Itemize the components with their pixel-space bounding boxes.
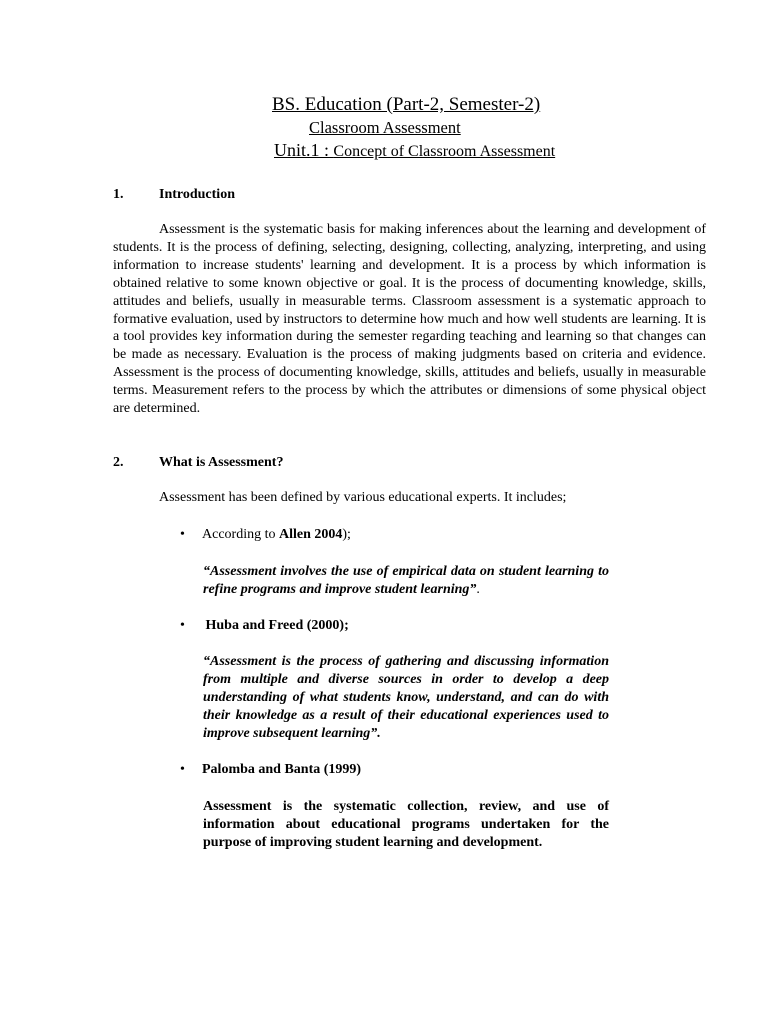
section-intro-text: Assessment has been defined by various educational experts. It includes; xyxy=(159,490,567,505)
introduction-paragraph xyxy=(113,221,706,418)
definition-prefix: According to xyxy=(202,527,279,542)
introduction-text: Assessment is the systematic basis for making inferences about the learning and development of students. It is the process of defining, selecting, designing, collecting, analyzing, interpreting, and using information to increase students' learning and development. It is a process by which information is obtained relative to some known objective or goal. It is the process of documenting knowledge, skills, attitudes and beliefs, usually in measurable terms. Classroom assessment is a systematic approach to formative evaluation, used by instructors to determine how much and how well students are learning. It is a tool provides key information during the semester regarding teaching and learning so that changes can be made as necessary. Evaluation is the process of making judgments based on criteria and evidence. Assessment is the process of documenting knowledge, skills, attitudes and beliefs, usually in measurable terms. Measurement refers to the process by which the attributes or dimensions of some physical object are determined. xyxy=(113,222,706,417)
definition-item-palomba-banta xyxy=(180,762,361,778)
definition-item-huba-freed xyxy=(180,618,349,634)
course-title: BS. Education (Part-2, Semester-2) xyxy=(272,94,541,115)
definition-author: Palomba and Banta (1999) xyxy=(202,762,362,777)
unit-label: Unit.1 : xyxy=(274,140,330,160)
subject-title: Classroom Assessment xyxy=(309,118,461,137)
definition-item-allen xyxy=(180,527,351,543)
section-number: 2. xyxy=(113,455,124,470)
unit-title xyxy=(274,140,555,161)
definition-quote-palomba-banta: Assessment is the systematic collection, review, and use of information about educational programs undertaken for the purpose of improving student learning and development. xyxy=(203,799,609,850)
definition-quote-huba-freed: “Assessment is the process of gathering and discussing information from multiple and diverse sources in order to develop a deep understanding of what students know, understand, and can do with their knowledge as a result of their educational experiences used to improve subsequent learning”. xyxy=(203,654,609,741)
definition-quote-allen xyxy=(203,563,609,599)
definition-author: Huba and Freed (2000); xyxy=(205,618,349,633)
definition-suffix: ); xyxy=(342,527,351,542)
bullet-point: • xyxy=(180,527,185,542)
definition-author: Allen 2004 xyxy=(278,527,343,542)
bullet-point: • xyxy=(180,762,185,777)
section-number: 1. xyxy=(113,187,124,202)
bullet-point: • xyxy=(180,618,185,633)
quote-end: . xyxy=(476,582,480,597)
section-title: What is Assessment? xyxy=(159,455,284,470)
quote-text: “Assessment involves the use of empirical data on student learning to refine programs and improve student learning” xyxy=(203,564,609,597)
section-title: Introduction xyxy=(159,187,235,202)
unit-name: Concept of Classroom Assessment xyxy=(333,143,556,160)
